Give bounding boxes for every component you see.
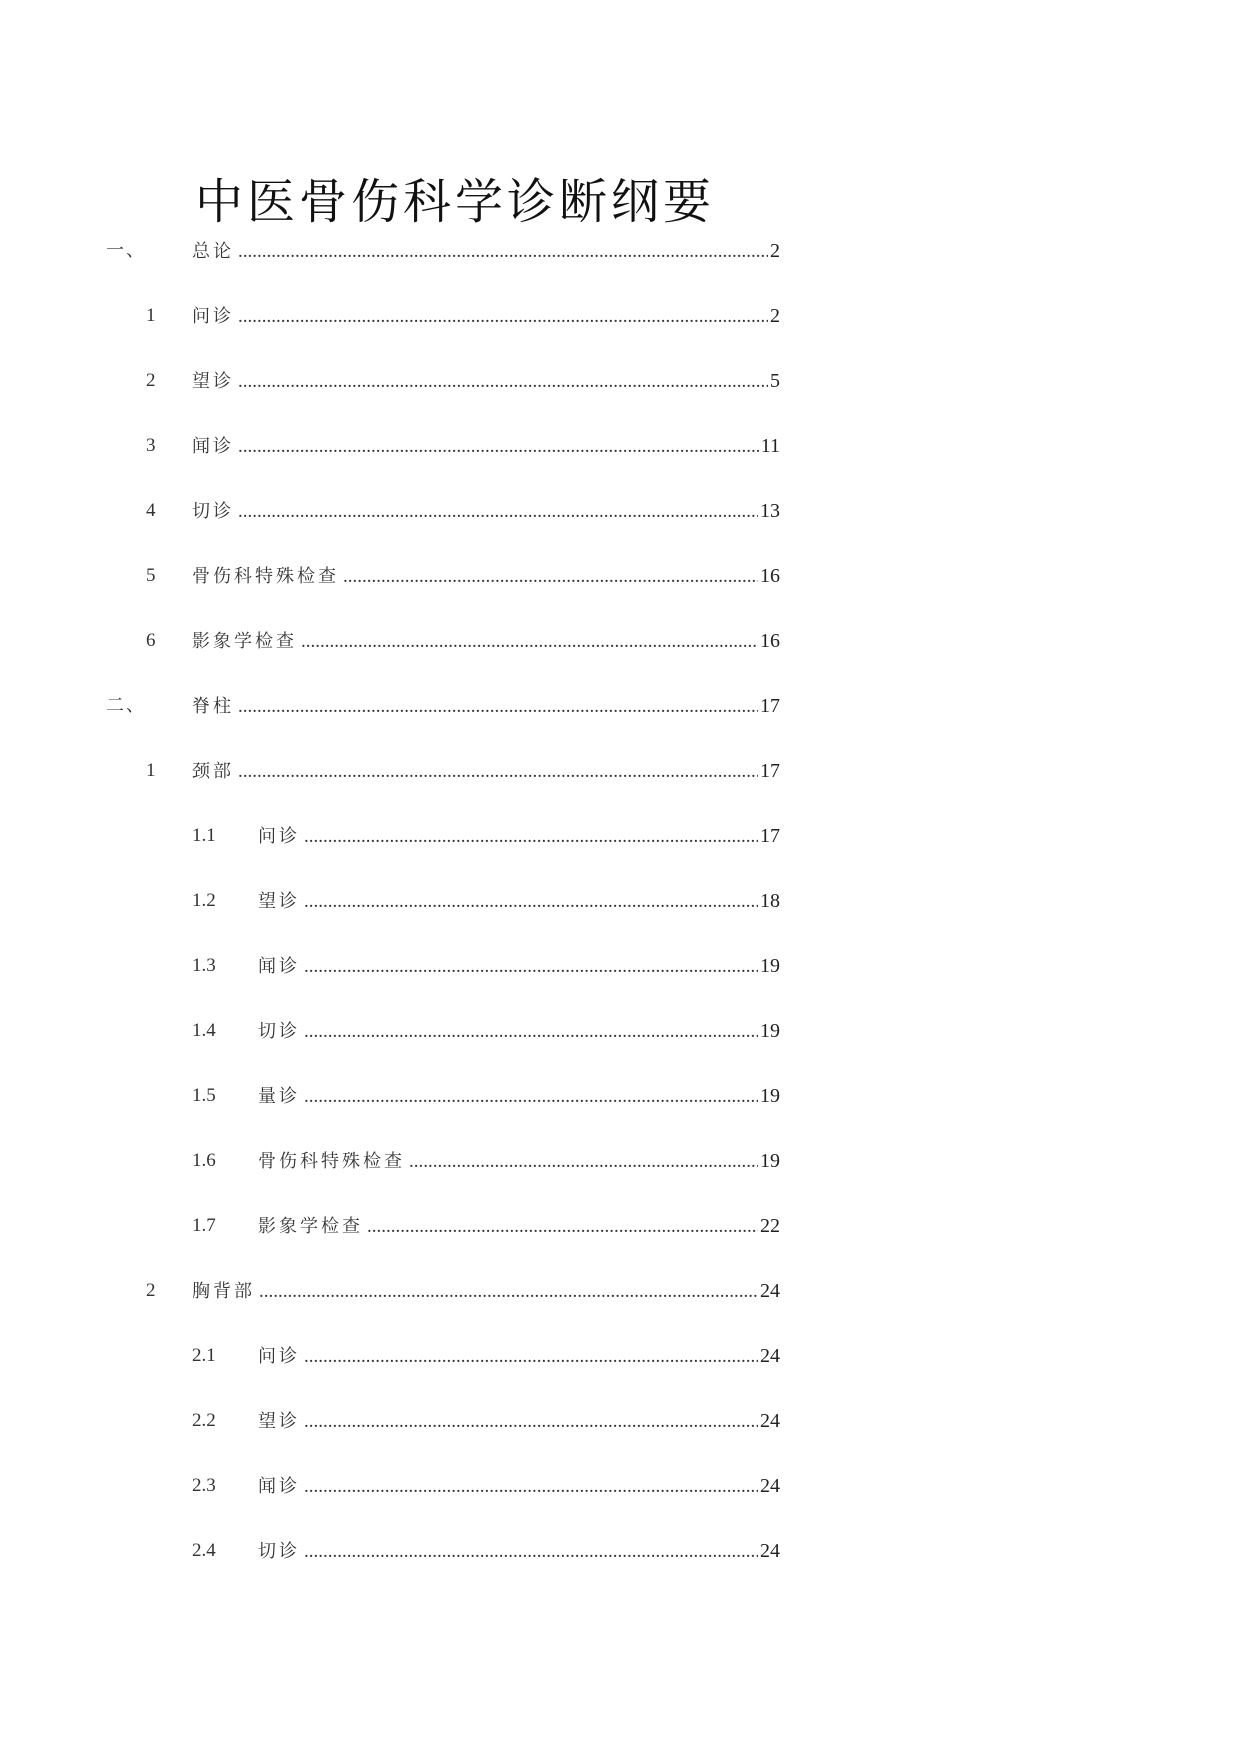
toc-page-number: 2 <box>770 240 780 262</box>
toc-number: 3 <box>146 435 156 456</box>
toc-leader-dots <box>301 627 758 657</box>
toc-leader-dots <box>238 302 768 332</box>
toc-leader-dots <box>304 1017 758 1047</box>
toc-label <box>258 1146 780 1177</box>
toc-title: 骨伤科特殊检查 <box>258 1151 405 1172</box>
toc-entry-6[interactable] <box>106 626 806 656</box>
toc-entry-2-2-sub[interactable] <box>106 1406 806 1436</box>
page-title: 中医骨伤科学诊断纲要 <box>195 174 716 230</box>
toc-entry-1-7[interactable] <box>106 1211 806 1241</box>
toc-entry-3[interactable] <box>106 431 806 461</box>
toc-label <box>192 366 780 397</box>
toc-leader-dots <box>238 497 758 527</box>
toc-entry-2-3-sub[interactable] <box>106 1471 806 1501</box>
toc-leader-dots <box>304 952 758 982</box>
toc-page-number: 17 <box>760 695 780 717</box>
toc-page-number: 22 <box>760 1215 780 1237</box>
toc-number: 1.5 <box>192 1085 216 1106</box>
toc-number: 一、 <box>106 240 146 261</box>
toc-entry-1-2[interactable] <box>106 886 806 916</box>
toc-label <box>192 431 780 462</box>
toc-number: 2.2 <box>192 1410 216 1431</box>
toc-page-number: 19 <box>760 1020 780 1042</box>
toc-title: 切诊 <box>258 1021 300 1042</box>
toc-title: 望诊 <box>258 891 300 912</box>
toc-leader-dots <box>343 562 758 592</box>
toc-number: 2.3 <box>192 1475 216 1496</box>
toc-number: 6 <box>146 630 156 651</box>
toc-entry-2-1[interactable] <box>106 756 806 786</box>
toc-label <box>192 691 780 722</box>
toc-leader-dots <box>304 1342 758 1372</box>
toc-title: 总论 <box>192 241 234 262</box>
toc-title: 闻诊 <box>258 1476 300 1497</box>
toc-leader-dots <box>304 887 758 917</box>
toc-page-number: 16 <box>760 630 780 652</box>
toc-number: 1.2 <box>192 890 216 911</box>
toc-number: 1 <box>146 305 156 326</box>
toc-number: 1.1 <box>192 825 216 846</box>
toc-label <box>258 886 780 917</box>
toc-label <box>258 951 780 982</box>
toc-title: 问诊 <box>258 826 300 847</box>
toc-leader-dots <box>238 367 768 397</box>
toc-number: 2.1 <box>192 1345 216 1366</box>
toc-number: 二、 <box>106 695 146 716</box>
toc-title: 影象学检查 <box>258 1216 363 1237</box>
toc-entry-2-4-sub[interactable] <box>106 1536 806 1566</box>
toc-number: 4 <box>146 500 156 521</box>
toc-label <box>258 1211 780 1242</box>
toc-title: 胸背部 <box>192 1281 255 1302</box>
toc-page-number: 24 <box>760 1475 780 1497</box>
toc-page-number: 5 <box>770 370 780 392</box>
toc-label <box>258 1536 780 1567</box>
toc-title: 闻诊 <box>258 956 300 977</box>
toc-title: 问诊 <box>258 1346 300 1367</box>
toc-entry-4[interactable] <box>106 496 806 526</box>
toc-number: 2 <box>146 370 156 391</box>
toc-number: 5 <box>146 565 156 586</box>
toc-page-number: 24 <box>760 1280 780 1302</box>
toc-title: 切诊 <box>258 1541 300 1562</box>
toc-number: 1.3 <box>192 955 216 976</box>
toc-label <box>192 756 780 787</box>
toc-entry-part-1[interactable] <box>106 236 806 266</box>
toc-label <box>258 1471 780 1502</box>
toc-page-number: 13 <box>760 500 780 522</box>
toc-title: 骨伤科特殊检查 <box>192 566 339 587</box>
toc-leader-dots <box>238 432 759 462</box>
toc-page-number: 19 <box>760 1085 780 1107</box>
toc-leader-dots <box>367 1212 758 1242</box>
toc-page-number: 24 <box>760 1345 780 1367</box>
toc-label <box>258 1341 780 1372</box>
toc-entry-1-5[interactable] <box>106 1081 806 1111</box>
toc-label <box>192 561 780 592</box>
toc-leader-dots <box>304 1407 758 1437</box>
toc-label <box>192 626 780 657</box>
toc-page-number: 17 <box>760 825 780 847</box>
toc-leader-dots <box>304 1082 758 1112</box>
toc-title: 量诊 <box>258 1086 300 1107</box>
toc-title: 影象学检查 <box>192 631 297 652</box>
toc-number: 1.7 <box>192 1215 216 1236</box>
toc-entry-1-6[interactable] <box>106 1146 806 1176</box>
toc-page-number: 19 <box>760 955 780 977</box>
toc-number: 2 <box>146 1280 156 1301</box>
toc-entry-part-2[interactable] <box>106 691 806 721</box>
toc-leader-dots <box>304 1537 758 1567</box>
toc-label <box>192 301 780 332</box>
toc-page-number: 24 <box>760 1540 780 1562</box>
toc-leader-dots <box>259 1277 758 1307</box>
toc-leader-dots <box>238 757 758 787</box>
toc-page-number: 11 <box>760 435 780 457</box>
toc-label <box>192 236 780 267</box>
toc-number: 2.4 <box>192 1540 216 1561</box>
toc-entry-1[interactable] <box>106 301 806 331</box>
toc-title: 望诊 <box>258 1411 300 1432</box>
toc-label <box>258 1406 780 1437</box>
toc-page-number: 16 <box>760 565 780 587</box>
toc-leader-dots <box>409 1147 758 1177</box>
toc-label <box>258 1081 780 1112</box>
toc-label <box>192 496 780 527</box>
toc-entry-2-2[interactable] <box>106 1276 806 1306</box>
toc-entry-2-1-sub[interactable] <box>106 1341 806 1371</box>
toc-page-number: 18 <box>760 890 780 912</box>
toc-title: 颈部 <box>192 761 234 782</box>
toc-leader-dots <box>238 237 768 267</box>
toc-number: 1 <box>146 760 156 781</box>
toc-label <box>258 1016 780 1047</box>
toc-entry-1-3[interactable] <box>106 951 806 981</box>
toc-page-number: 24 <box>760 1410 780 1432</box>
toc-entry-2[interactable] <box>106 366 806 396</box>
toc-entry-5[interactable] <box>106 561 806 591</box>
toc-page-number: 17 <box>760 760 780 782</box>
toc-title: 望诊 <box>192 371 234 392</box>
toc-title: 切诊 <box>192 501 234 522</box>
toc-title: 问诊 <box>192 306 234 327</box>
toc-label <box>192 1276 780 1307</box>
toc-title: 脊柱 <box>192 696 234 717</box>
toc-number: 1.6 <box>192 1150 216 1171</box>
toc-label <box>258 821 780 852</box>
toc-page-number: 2 <box>770 305 780 327</box>
toc-leader-dots <box>304 1472 758 1502</box>
toc-title: 闻诊 <box>192 436 234 457</box>
toc-entry-1-1[interactable] <box>106 821 806 851</box>
toc-number: 1.4 <box>192 1020 216 1041</box>
toc-leader-dots <box>238 692 758 722</box>
toc-leader-dots <box>304 822 758 852</box>
toc-page-number: 19 <box>760 1150 780 1172</box>
toc-entry-1-4[interactable] <box>106 1016 806 1046</box>
